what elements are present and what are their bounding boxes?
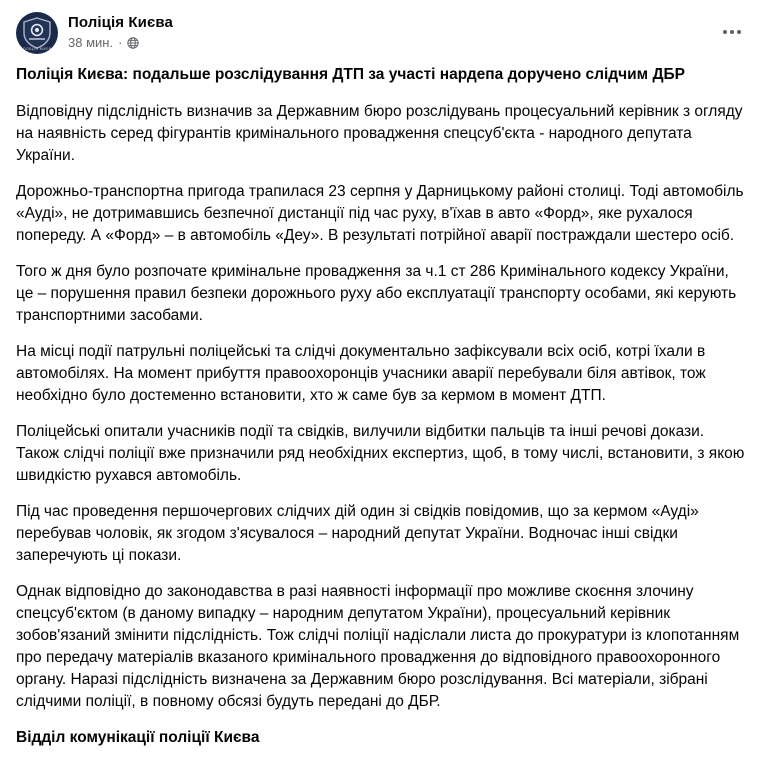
post-paragraph-lead: Поліція Києва: подальше розслідування ДТП за участі нардепа доручено слідчим ДБР (16, 66, 685, 83)
post-timestamp[interactable]: 38 мин. (68, 35, 114, 50)
meta-separator: · (118, 35, 123, 50)
post-meta (68, 35, 173, 51)
globe-icon[interactable] (127, 37, 139, 49)
post-options-button[interactable] (716, 16, 748, 48)
ellipsis-icon (723, 30, 741, 34)
post-paragraph: Дорожньо-транспортна пригода трапилася 23 серпня у Дарницькому районі столиці. Тоді автомобіль «Ауді», не дотримавшись безпечної дистанції під час руху, в'їхав в авто «Форд», яке рухалося попереду. А «Форд» – в автомобіль «Деу». В результаті потрійної аварії постраждали шестеро осіб. (16, 183, 744, 244)
post-paragraph: Під час проведення першочергових слідчих дій один зі свідків повідомив, що за кермом «Ауді» перебував чоловік, як згодом з'ясувалося – народний депутат України. Водночас інші свідки заперечують ці покази. (16, 503, 699, 564)
post-header-text (68, 12, 173, 51)
avatar[interactable] (16, 12, 58, 54)
post-paragraph: Відповідну підслідність визначив за Державним бюро розслідувань процесуальний керівник з огляду на наявність серед фігурантів кримінального провадження спецсуб'єкта - народного депутата України. (16, 103, 743, 164)
post-paragraph: Того ж дня було розпочате кримінальне провадження за ч.1 ст 286 Кримінального кодексу України, це – порушення правил безпеки дорожнього руху або експлуатації транспорту особами, які керують транспортними засобами. (16, 263, 737, 324)
avatar-label: ПОЛІЦІЯ КИЄВА (19, 46, 55, 51)
post-paragraph: Однак відповідно до законодавства в разі наявності інформації про можливе скоєння злочину спецсуб'єктом (в даному випадку – народним депутатом України), процесуальний керівник зобов'язаний змінити підслідність. Тож слідчі поліції надіслали листа до прокуратури із клопотанням про передачу матеріалів вказаного кримінального провадження до відповідного правоохоронного органу. Наразі підслідність визначена за Державним бюро розслідування. Всі матеріали, зібрані слідчими поліції, в повному обсязі будуть передані до ДБР. (16, 583, 740, 710)
post-header (16, 10, 748, 64)
post-body (16, 64, 748, 759)
page-name[interactable]: Поліція Києва (68, 14, 173, 31)
post-paragraph: Поліцейські опитали учасників події та свідків, вилучили відбитки пальців та інші речові докази. Також слідчі поліції вже призначили ряд необхідних експертиз, щоб, в тому числі, встановити, з якою швидкістю рухався автомобіль. (16, 423, 745, 484)
post-paragraph-signature: Відділ комунікації поліції Києва (16, 729, 260, 746)
post-paragraph: На місці події патрульні поліцейські та слідчі документально зафіксували всіх осіб, котрі їхали в автомобілях. На момент прибуття правоохоронців учасники аварії перебували біля автівок, тож необхідно було достеменно встановити, хто ж саме був за кермом в момент ДТП. (16, 343, 706, 404)
